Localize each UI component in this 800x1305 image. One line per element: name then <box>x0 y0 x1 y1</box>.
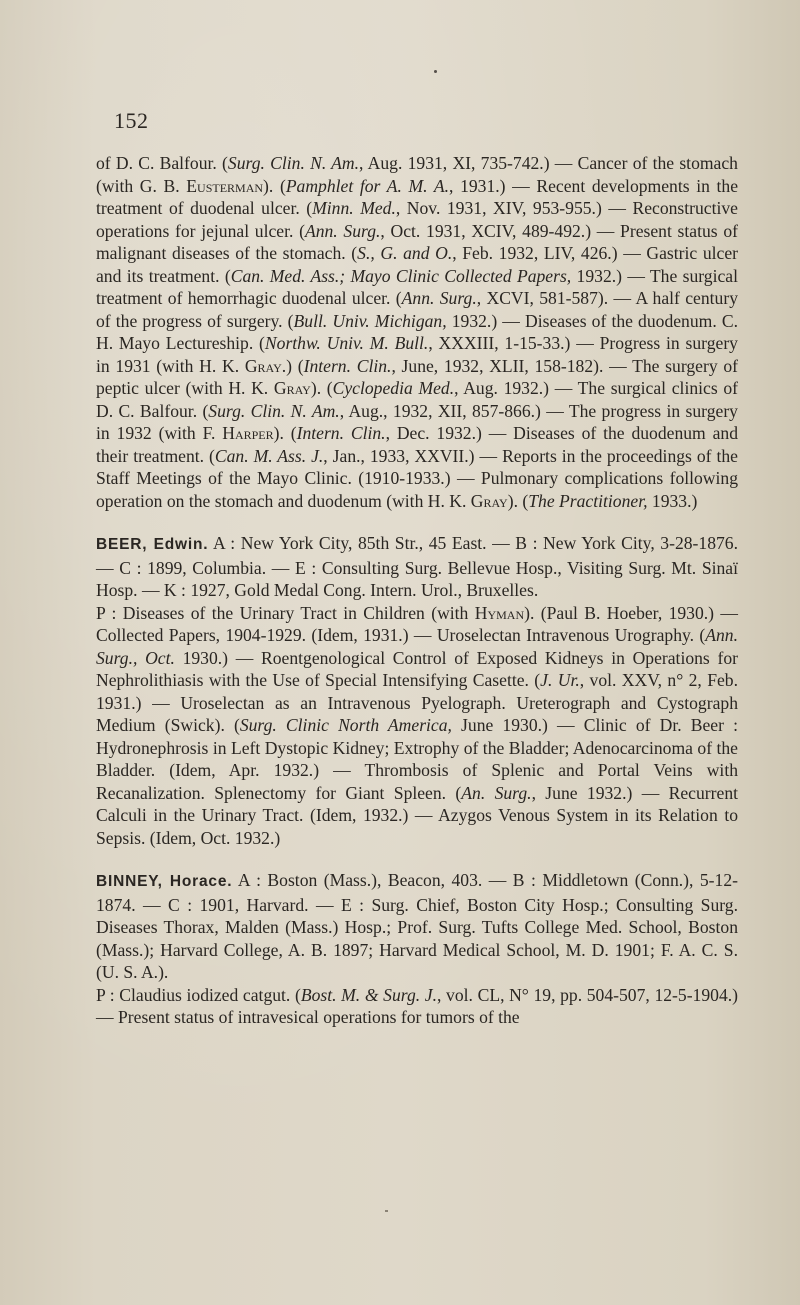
entry-name: BINNEY, Horace. <box>96 873 233 890</box>
page-body <box>96 152 738 1029</box>
page-number: 152 <box>114 108 149 133</box>
ink-dot <box>434 70 437 73</box>
entry-binney: BINNEY, Horace. A : Boston (Mass.), Beacon, 403. — B : Middletown (Conn.), 5-12-1874. — C : 1901, Harvard. — E : Surg. Chief, Boston City Hosp.; Consulting Surg. Diseases Thorax, Malden (Mass.) Hosp.; Prof. Surg. Tufts College Med. School, Boston (Mass.); Harvard College, A. B. 1897; Harvard Medical School, M. D. 1901; F. A. C. S. (U. S. A.). <box>96 870 738 982</box>
paragraph-balfour-continuation: of D. C. Balfour. (Surg. Clin. N. Am., Aug. 1931, XI, 735-742.) — Cancer of the stomach (with G. B. Eusterman). (Pamphlet for A. M. A., 1931.) — Recent developments in the treatment of duodenal ulcer. (Minn. Med., Nov. 1931, XIV, 953-955.) — Reconstructive operations for jejunal ulcer. (Ann. Surg., Oct. 1931, XCIV, 489-492.) — Present status of malignant diseases of the stomach. (S., G. and O., Feb. 1932, LIV, 426.) — Gastric ulcer and its treatment. (Can. Med. Ass.; Mayo Clinic Collected Papers, 1932.) — The surgical treatment of hemorrhagic duodenal ulcer. (Ann. Surg., XCVI, 581-587). — A half century of the progress of surgery. (Bull. Univ. Michigan, 1932.) — Diseases of the duodenum. C. H. Mayo Lectureship. (Northw. Univ. M. Bull., XXXIII, 1-15-33.) — Progress in surgery in 1931 (with H. K. Gray.) (Intern. Clin., June, 1932, XLII, 158-182). — The surgery of peptic ulcer (with H. K. Gray). (Cyclopedia Med., Aug. 1932.) — The surgical clinics of D. C. Balfour. (Surg. Clin. N. Am., Aug., 1932, XII, 857-866.) — The progress in surgery in 1932 (with F. Harper). (Intern. Clin., Dec. 1932.) — Diseases of the duodenum and their treatment. (Can. M. Ass. J., Jan., 1933, XXVII.) — Reports in the proceedings of the Staff Meetings of the Mayo Clinic. (1910-1933.) — Pulmonary complications following operation on the stomach and duodenum (with H. K. Gray). (The Practitioner, 1933.) <box>96 153 739 511</box>
paper-speck <box>385 1210 388 1212</box>
entry-beer-publications: P : Diseases of the Urinary Tract in Children (with Hyman). (Paul B. Hoeber, 1930.) — Collected Papers, 1904-1929. (Idem, 1931.) — Uroselectan Intravenous Urography. (Ann. Surg., Oct. 1930.) — Roentgenological Control of Exposed Kidneys in Operations for Nephrolithiasis with the Use of Special Intensifying Casette. (J. Ur., vol. XXV, n° 2, Feb. 1931.) — Uroselectan as an Intravenous Pyelograph. Ureterograph and Cystograph Medium (Swick). (Surg. Clinic North America, June 1930.) — Clinic of Dr. Beer : Hydronephrosis in Left Dystopic Kidney; Extrophy of the Bladder; Adenocarcinoma of the Bladder. (Idem, Apr. 1932.) — Thrombosis of Splenic and Portal Veins with Recanalization. Splenectomy for Giant Spleen. (An. Surg., June 1932.) — Recurrent Calculi in the Urinary Tract. (Idem, 1932.) — Azygos Venous System in its Relation to Sepsis. (Idem, Oct. 1932.) <box>96 602 739 848</box>
entry-binney-publications: P : Claudius iodized catgut. (Bost. M. & Surg. J., vol. CL, N° 19, pp. 504-507, 12-5-1904.) — Present status of intravesical operations for tumors of the <box>96 984 738 1027</box>
entry-name: BEER, Edwin. <box>96 536 209 553</box>
entry-beer: BEER, Edwin. A : New York City, 85th Str., 45 East. — B : New York City, 3-28-1876. — C : 1899, Columbia. — E : Consulting Surg. Bellevue Hosp., Visiting Surg. Mt. Sinaï Hosp. — K : 1927, Gold Medal Cong. Intern. Urol., Bruxelles. <box>96 533 738 600</box>
